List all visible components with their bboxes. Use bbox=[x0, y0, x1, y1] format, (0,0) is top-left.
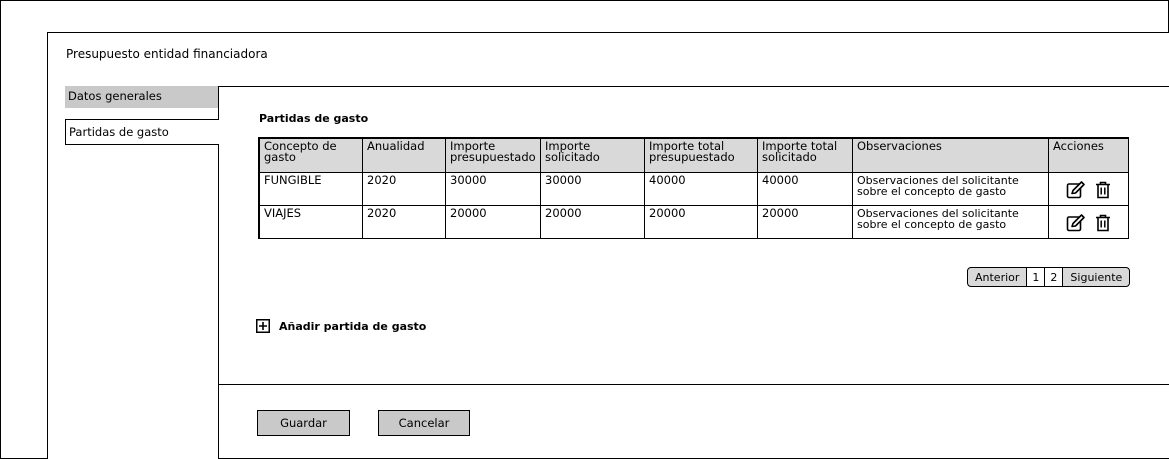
page-button-2[interactable]: 2 bbox=[1045, 268, 1063, 286]
column-header: Anualidad bbox=[363, 139, 446, 173]
tab-partidas-de-gasto[interactable]: Partidas de gasto bbox=[65, 119, 219, 145]
panel-divider bbox=[219, 384, 1169, 385]
cell-importe-presupuestado: 20000 bbox=[446, 206, 541, 239]
add-partida-label: Añadir partida de gasto bbox=[279, 319, 427, 333]
cell-anualidad: 2020 bbox=[363, 173, 446, 206]
cell-acciones bbox=[1049, 206, 1129, 239]
left-rail bbox=[0, 32, 48, 459]
cell-acciones bbox=[1049, 173, 1129, 206]
page-button-1[interactable]: 1 bbox=[1027, 268, 1045, 286]
edit-icon[interactable] bbox=[1066, 214, 1086, 234]
column-header: Importe presupuestado bbox=[446, 139, 541, 173]
cell-total-solicitado: 20000 bbox=[758, 206, 853, 239]
cell-concepto: FUNGIBLE bbox=[260, 173, 363, 206]
trash-icon[interactable] bbox=[1095, 181, 1111, 201]
cell-total-presupuestado: 40000 bbox=[645, 173, 758, 206]
trash-icon[interactable] bbox=[1095, 214, 1111, 234]
cell-observaciones: Observaciones del solicitante sobre el concepto de gasto bbox=[853, 173, 1049, 206]
top-bar bbox=[0, 0, 1169, 33]
cell-observaciones: Observaciones del solicitante sobre el concepto de gasto bbox=[853, 206, 1049, 239]
budget-table bbox=[258, 137, 1129, 239]
column-header: Importe solicitado bbox=[541, 139, 645, 173]
pagination bbox=[967, 267, 1130, 287]
column-header: Importe total solicitado bbox=[758, 139, 853, 173]
page-title: Presupuesto entidad financiadora bbox=[66, 47, 268, 61]
column-header: Concepto de gasto bbox=[260, 139, 363, 173]
cell-total-presupuestado: 20000 bbox=[645, 206, 758, 239]
cell-anualidad: 2020 bbox=[363, 206, 446, 239]
edit-icon[interactable] bbox=[1066, 181, 1086, 201]
tab-datos-generales[interactable]: Datos generales bbox=[65, 86, 219, 108]
cell-importe-solicitado: 30000 bbox=[541, 173, 645, 206]
table-row bbox=[260, 206, 1129, 239]
cell-total-solicitado: 40000 bbox=[758, 173, 853, 206]
add-partida-button[interactable] bbox=[256, 319, 426, 333]
cancel-button[interactable]: Cancelar bbox=[378, 410, 470, 436]
column-header: Acciones bbox=[1049, 139, 1129, 173]
cell-importe-presupuestado: 30000 bbox=[446, 173, 541, 206]
table-header-row bbox=[260, 139, 1129, 173]
cell-concepto: VIAJES bbox=[260, 206, 363, 239]
cell-importe-solicitado: 20000 bbox=[541, 206, 645, 239]
table-row bbox=[260, 173, 1129, 206]
column-header: Importe total presupuestado bbox=[645, 139, 758, 173]
save-button[interactable]: Guardar bbox=[257, 410, 350, 436]
previous-page-button[interactable]: Anterior bbox=[968, 268, 1027, 286]
next-page-button[interactable]: Siguiente bbox=[1070, 271, 1123, 284]
column-header: Observaciones bbox=[853, 139, 1049, 173]
section-title: Partidas de gasto bbox=[259, 112, 369, 125]
plus-box-icon[interactable] bbox=[256, 319, 270, 333]
